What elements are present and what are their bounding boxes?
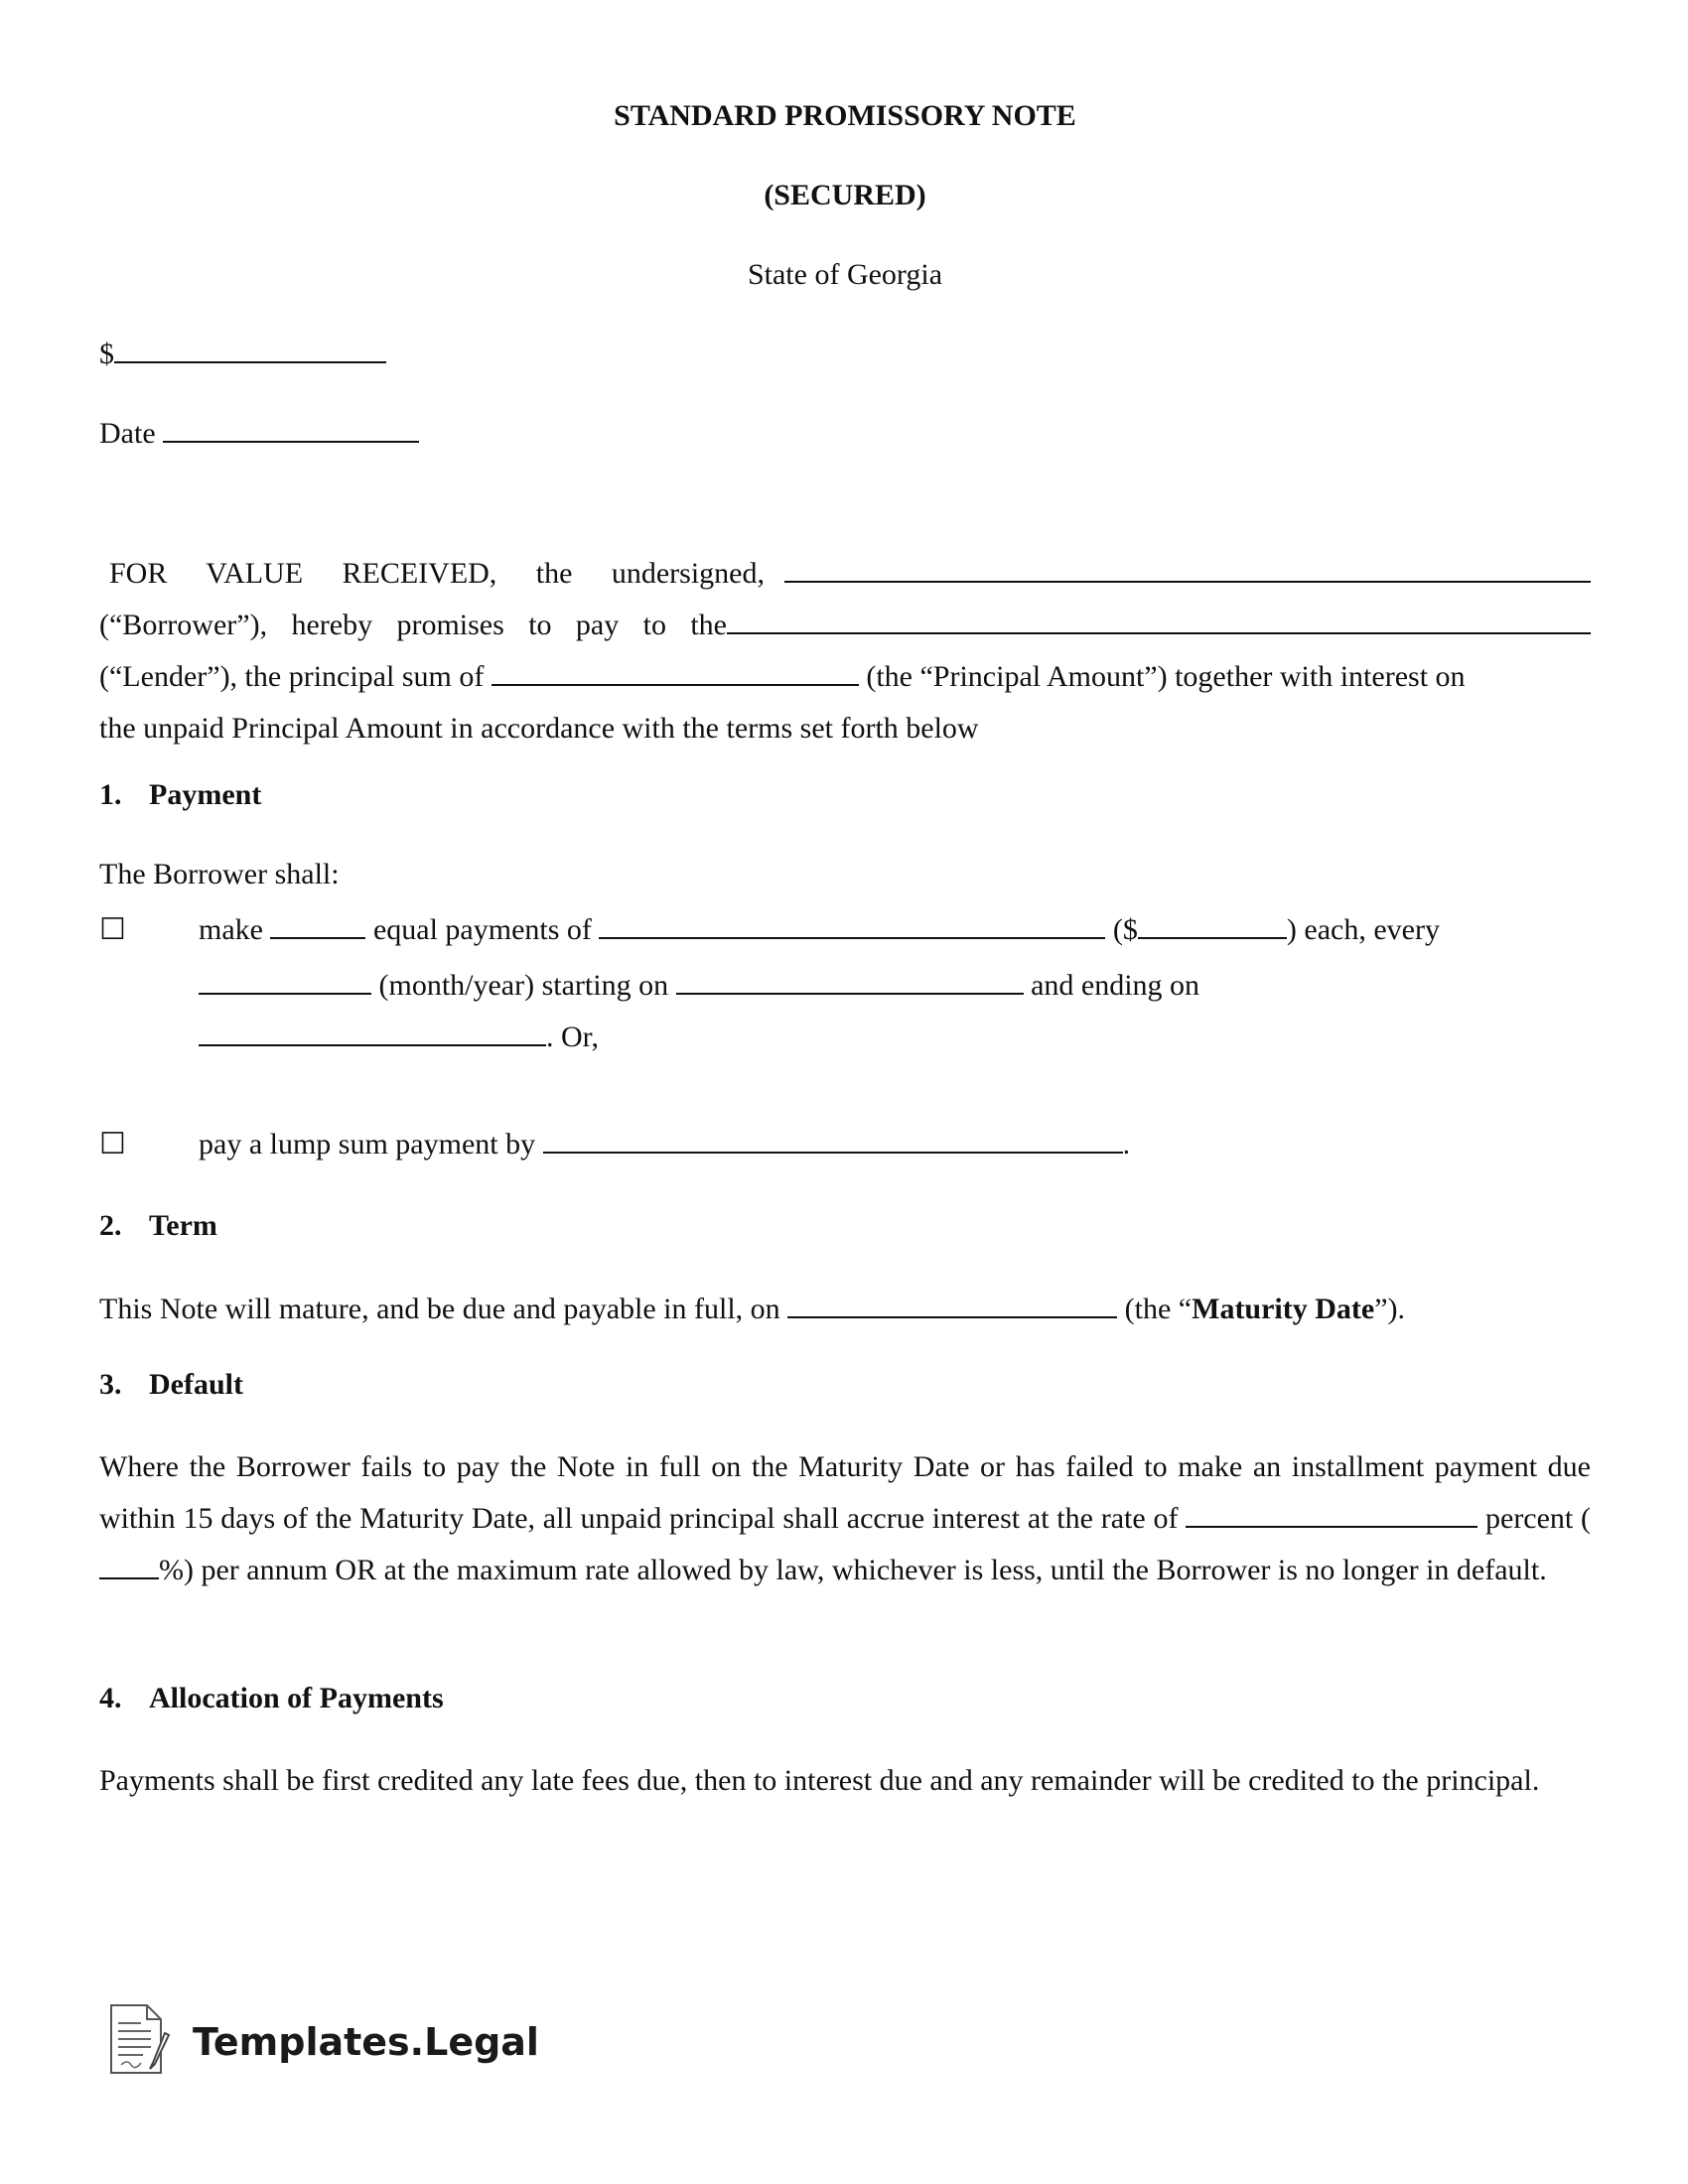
term-text-a: This Note will mature, and be due and payable in full, on — [99, 1293, 780, 1325]
date-label: Date — [99, 417, 156, 450]
intro-line-2 — [99, 600, 1591, 651]
intro-text-2: (“Borrower”), hereby promises to pay to the — [99, 609, 727, 641]
or-text: . Or, — [546, 1021, 599, 1053]
installment-option — [99, 911, 1440, 947]
borrower-name-blank[interactable] — [784, 555, 1591, 583]
intro-text-3a: (“Lender”), the principal sum of — [99, 660, 485, 693]
intro-line-3 — [99, 651, 1591, 703]
interest-rate-words-blank[interactable] — [1186, 1500, 1477, 1528]
amount-line — [99, 336, 386, 371]
default-text-c: %) per annum OR at the maximum rate allowed by law, whichever is less, until the Borrower is no longer in default. — [159, 1554, 1547, 1586]
dollar-paren-text: ($ — [1112, 913, 1138, 946]
default-paragraph — [99, 1441, 1591, 1596]
amount-blank[interactable] — [114, 336, 386, 363]
make-text: make — [199, 913, 263, 946]
document-pen-icon — [107, 2003, 171, 2080]
term-paragraph — [99, 1291, 1405, 1326]
default-text-b: percent ( — [1485, 1502, 1592, 1535]
section-3-title: Default — [149, 1368, 243, 1401]
section-4-number: 4. — [99, 1682, 122, 1714]
term-text-c: ”). — [1374, 1293, 1406, 1325]
intro-text-3b: (the “Principal Amount”) together with interest on — [866, 660, 1466, 693]
payment-lead: The Borrower shall: — [99, 858, 340, 890]
section-3-number: 3. — [99, 1368, 122, 1401]
ending-on-text: and ending on — [1031, 969, 1200, 1002]
section-4-heading — [99, 1682, 444, 1715]
lump-sum-text: pay a lump sum payment by — [199, 1128, 536, 1160]
document-title: STANDARD PROMISSORY NOTE — [614, 99, 1076, 132]
section-1-number: 1. — [99, 778, 122, 811]
intro-paragraph — [99, 548, 1591, 754]
section-2-number: 2. — [99, 1209, 122, 1242]
intro-text-1: FOR VALUE RECEIVED, the undersigned, — [109, 557, 765, 590]
maturity-date-blank[interactable] — [787, 1291, 1117, 1318]
end-date-blank[interactable] — [199, 1019, 546, 1046]
intro-line-4: the unpaid Principal Amount in accordance with the terms set forth below — [99, 712, 979, 745]
lump-sum-date-blank[interactable] — [543, 1126, 1123, 1154]
equal-payments-text: equal payments of — [372, 913, 592, 946]
month-year-text: (month/year) starting on — [378, 969, 669, 1002]
payment-amount-words-blank[interactable] — [599, 911, 1105, 939]
state-name: State of Georgia — [747, 258, 943, 291]
installment-line-3 — [99, 1019, 599, 1054]
lump-sum-checkbox[interactable]: ☐ — [99, 1128, 126, 1160]
section-4-title: Allocation of Payments — [149, 1682, 444, 1714]
date-blank[interactable] — [163, 415, 419, 443]
section-3-heading — [99, 1368, 243, 1402]
default-text-a: Where the Borrower fails to pay the Note in full on the Maturity Date or has failed to make an installment payment due within 15 days of the Maturity Date, all unpaid principal shall accrue interest at the rate of — [99, 1450, 1591, 1535]
date-line — [99, 415, 419, 451]
installment-line-2 — [99, 967, 1199, 1003]
section-1-heading — [99, 778, 261, 812]
intro-line-1 — [99, 548, 1591, 600]
dollar-sign: $ — [99, 338, 114, 370]
templates-legal-logo[interactable] — [107, 2003, 539, 2080]
period-blank[interactable] — [199, 967, 371, 995]
number-of-payments-blank[interactable] — [270, 911, 365, 939]
term-text-b: (the “ — [1124, 1293, 1193, 1325]
start-date-blank[interactable] — [676, 967, 1024, 995]
document-subtitle: (SECURED) — [764, 179, 926, 211]
allocation-paragraph: Payments shall be first credited any late fees due, then to interest due and any remainder will be credited to the principal. — [99, 1764, 1540, 1797]
maturity-date-term: Maturity Date — [1192, 1293, 1375, 1325]
lump-sum-period: . — [1122, 1128, 1131, 1160]
section-1-title: Payment — [149, 778, 262, 811]
installment-checkbox[interactable]: ☐ — [99, 913, 126, 946]
each-every-text: ) each, every — [1286, 913, 1440, 946]
principal-sum-blank[interactable] — [492, 658, 859, 686]
logo-text: Templates.Legal — [193, 2019, 539, 2064]
lump-sum-option — [99, 1126, 1130, 1161]
section-2-heading — [99, 1209, 217, 1243]
lender-name-blank[interactable] — [727, 607, 1591, 634]
section-2-title: Term — [149, 1209, 217, 1242]
payment-amount-blank[interactable] — [1138, 911, 1287, 939]
interest-rate-percent-blank[interactable] — [99, 1552, 159, 1579]
